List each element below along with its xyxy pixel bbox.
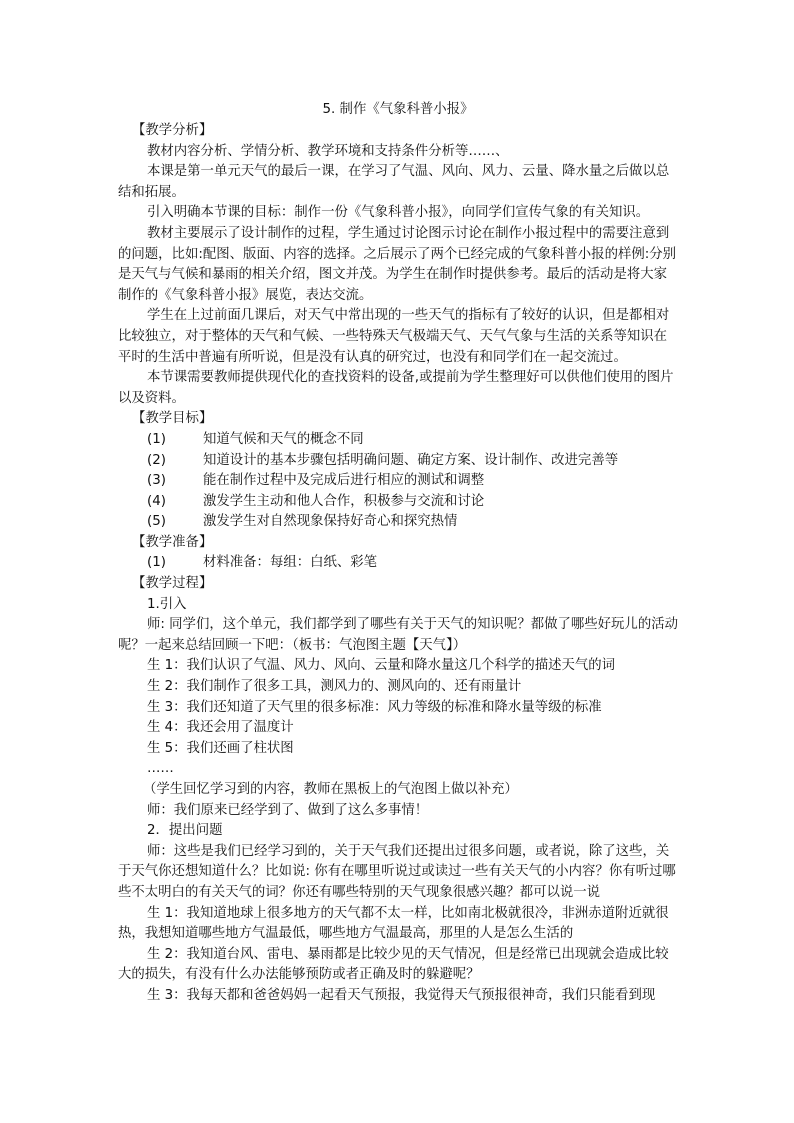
section-heading-process: 【教学过程】 — [132, 576, 213, 592]
student-line: 生 1：我们认识了气温、风力、风向、云量和降水量这几个科学的描述天气的词 — [147, 658, 616, 674]
goal-number: (3) — [147, 473, 166, 489]
goal-text: 能在制作过程中及完成后进行相应的测试和调整 — [203, 473, 485, 489]
teacher-line: 师: 同学们，这个单元，我们都学到了哪些有关于天气的知识呢？都做了哪些好玩儿的活动呢？一起来总结回顾一下吧：（板书：气泡图主题【天气】） — [118, 617, 678, 653]
document-title: 5. 制作《气象科普小报》 — [322, 102, 474, 117]
student-line: 生 3：我每天都和爸爸妈妈一起看天气预报，我觉得天气预报很神奇，我们只能看到现 — [147, 987, 656, 1003]
ellipsis: …… — [147, 761, 174, 777]
analysis-paragraph: 本课是第一单元天气的最后一课，在学习了气温、风向、风力、云量、降水量之后做以总结和拓展。 — [118, 164, 670, 200]
teacher-line: 师：我们原来已经学到了、做到了这么多事情！ — [147, 802, 429, 818]
document-body — [118, 99, 678, 1007]
student-line: 生 2：我们制作了很多工具，测风力的、测风向的、还有雨量计 — [147, 679, 522, 695]
goal-text: 激发学生对自然现象保持好奇心和探究热情 — [203, 514, 458, 530]
section-heading-prep: 【教学准备】 — [132, 534, 213, 550]
student-line: 生 4：我还会用了温度计 — [147, 720, 294, 736]
student-line: 生 3：我们还知道了天气里的很多标准：风力等级的标准和降水量等级的标准 — [147, 699, 602, 715]
section-heading-goals: 【教学目标】 — [132, 411, 213, 427]
goal-item — [118, 430, 678, 451]
analysis-paragraph: 教材主要展示了设计制作的过程，学生通过讨论图示讨论在制作小报过程中的需要注意到的问题，比如:配图、版面、内容的选择。之后展示了两个已经完成的气象科普小报的样例:分别是天气与气候和暴雨的相关介绍，图文并茂。为学生在制作时提供参考。最后的活动是将大家制作的《气象科普小报》展览，表达交流。 — [118, 225, 677, 303]
goal-text: 知道设计的基本步骤包括明确问题、确定方案、设计制作、改进完善等 — [203, 452, 619, 468]
goal-number: (4) — [147, 493, 166, 509]
goal-number: (2) — [147, 452, 166, 468]
section-heading-analysis: 【教学分析】 — [132, 123, 213, 138]
teacher-line: 师：这些是我们已经学习到的，关于天气我们还提出过很多问题，或者说，除了这些，关于天气你还想知道什么？比如说: 你有在哪里听说过或读过一些有关天气的小内容？你有听过哪些不太明白的有关天气的词？你还有哪些特别的天气现象很感兴趣？都可以说一说 — [118, 843, 676, 900]
analysis-paragraph: 学生在上过前面几课后，对天气中常出现的一些天气的指标有了较好的认识，但是都相对比较独立，对于整体的天气和气候、一些特殊天气极端天气、天气气象与生活的关系等知识在平时的生活中普遍有所听说，但是没有认真的研究过，也没有和同学们在一起交流过。 — [118, 308, 670, 365]
analysis-paragraph: 引入明确本节课的目标：制作一份《气象科普小报》，向同学们宣传气象的有关知识。 — [147, 205, 650, 221]
analysis-paragraph: 本节课需要教师提供现代化的查找资料的设备,或提前为学生整理好可以供他们使用的图片以及资料。 — [118, 370, 674, 406]
goal-text: 激发学生主动和他人合作，积极参与交流和讨论 — [203, 493, 485, 509]
goal-item — [118, 471, 678, 492]
goal-item — [118, 451, 678, 472]
goal-item — [118, 512, 678, 533]
student-line: 生 1：我知道地球上很多地方的天气都不太一样，比如南北极就很冷，非洲赤道附近就很热，我想知道哪些地方气温最低，哪些地方气温最高，那里的人是怎么生活的 — [118, 905, 669, 942]
step-title: 2．提出问题 — [147, 823, 223, 839]
prep-number: (1) — [147, 555, 166, 571]
student-line: 生 2：我知道台风、雷电、暴雨都是比较少见的天气情况，但是经常已出现就会造成比较大的损失，有没有什么办法能够预防或者正确及时的躲避呢？ — [118, 946, 669, 983]
goal-item — [118, 492, 678, 513]
step-title: 1.引入 — [147, 596, 187, 612]
goal-text: 知道气候和天气的概念不同 — [203, 431, 364, 447]
prep-item — [118, 553, 678, 574]
goal-number: (1) — [147, 431, 166, 447]
prep-text: 材料准备：每组：白纸、彩笔 — [203, 555, 378, 571]
goal-number: (5) — [147, 514, 166, 530]
classroom-note: （学生回忆学习到的内容，教师在黑板上的气泡图上做以补充） — [143, 782, 518, 797]
analysis-paragraph: 教材内容分析、学情分析、教学环境和支持条件分析等……、 — [147, 143, 509, 159]
student-line: 生 5：我们还画了柱状图 — [147, 740, 294, 756]
